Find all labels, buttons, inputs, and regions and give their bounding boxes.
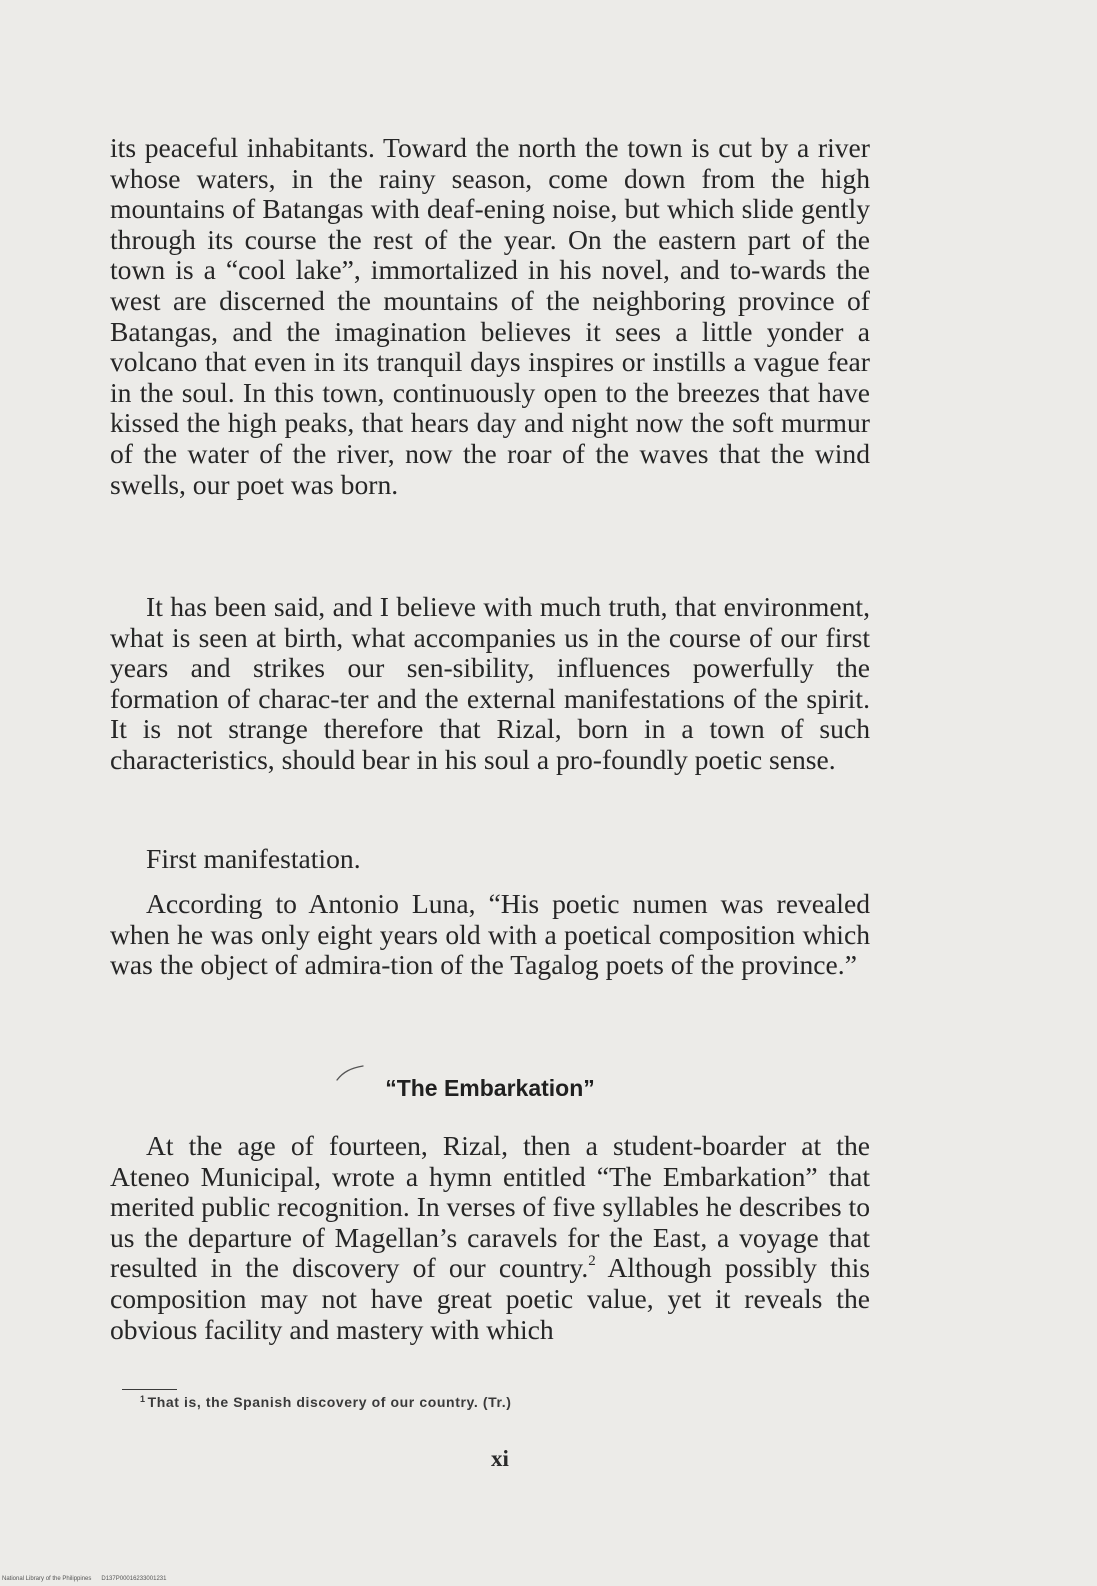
paragraph-text: its peaceful inhabitants. Toward the north the town is cut by a river whose waters, in the rainy season, come down from the high mountains of Batangas with deaf-ening noise, but which slide gently through its course the rest of the year. On the eastern part of the town is a “cool lake”, immortalized in his novel, and to-wards the west are discerned the mountains of the neighboring province of Batangas, and the imagination believes it sees a little yonder a volcano that even in its tranquil days inspires or instills a vague fear in the soul. In this town, continuously open to the breezes that have kissed the high peaks, that hears day and night now the soft murmur of the water of the river, now the roar of the waves that the wind swells, our poet was born. xyxy=(110,132,870,500)
paragraph-text-part: At the age of fourteen, Rizal, then a student-boarder at the Ateneo Municipal, wrote a hymn entitled “The Embarkation” that merited public recognition. In verses of five syllables he describes to us the departure of Magellan’s caravels for the East, a voyage that resulted in the discovery of our country. xyxy=(110,1130,870,1284)
scan-imprint xyxy=(2,1576,166,1582)
paragraph-embarkation xyxy=(110,1131,870,1345)
footnote-reference: 2 xyxy=(588,1253,596,1270)
footnote xyxy=(140,1394,512,1410)
paragraph-text-part: Although possibly this composition may not have great poetic value, yet it reveals the obvious facility and mastery with which xyxy=(110,1252,870,1345)
page-number: xi xyxy=(491,1446,509,1471)
footnote-marker: 1 xyxy=(140,1394,146,1404)
paragraph-text: It has been said, and I believe with much truth, that environment, what is seen at birth, what accompanies us in the course of our first years and strikes our sen-sibility, influences powerfully the formation of charac-ter and the external manifestations of the spirit. It is not strange therefore that Rizal, born in a town of such characteristics, should bear in his soul a pro-foundly poetic sense. xyxy=(110,591,870,775)
paragraph-environment xyxy=(110,592,870,776)
imprint-library: National Library of the Philippines xyxy=(2,1576,92,1582)
footnote-divider xyxy=(122,1389,177,1390)
paragraph-antonio-luna-quote xyxy=(110,889,870,981)
imprint-code: D137P00016233001231 xyxy=(101,1576,167,1582)
footnote-text: That is, the Spanish discovery of our country. (Tr.) xyxy=(147,1394,512,1410)
paragraph-first-manifestation xyxy=(110,844,870,875)
paragraph-text: According to Antonio Luna, “His poetic numen was revealed when he was only eight years old with a poetical composition which was the object of admira-tion of the Tagalog poets of the province.” xyxy=(110,888,870,981)
paragraph-town-description xyxy=(110,133,870,500)
paragraph-text xyxy=(110,1131,870,1345)
section-heading: “The Embarkation” xyxy=(385,1075,595,1101)
paragraph-text: First manifestation. xyxy=(146,843,361,874)
